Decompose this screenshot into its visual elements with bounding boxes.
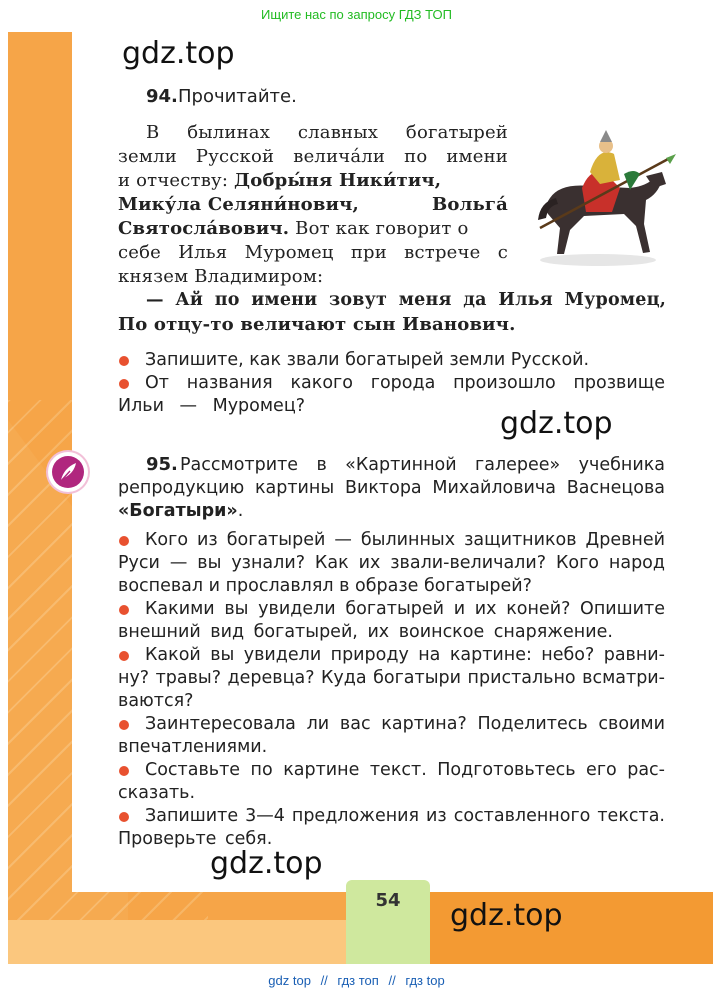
watermark: gdz.top [450,898,563,933]
exercise-95-number: 95. [146,454,178,475]
ex94-task: Запишите, как звали богатырей земли Русской. [145,350,590,370]
ex94-task: Ильи — Муромец? [118,396,306,416]
feather-pen-icon [48,452,88,492]
ex95-task-line: впечатлениями. [118,737,268,757]
ex95-task-line: Проверьте себя. [118,829,273,849]
ex95-intro-line: «Богатыри». [118,501,244,521]
ex95-intro-line: репродукцию картины Виктора Михайловича Васнецова [118,478,665,498]
exercise-94-number: 94. [146,86,178,107]
ex94-text-line: земли Русской велича́ли по имени [118,146,508,167]
ex94-text-line: себе Илья Муромец при встрече с [118,242,508,263]
ex95-task-line: Составьте по картине текст. Подготовьтесь его рас- [145,760,665,780]
top-banner: Ищите нас по запросу ГДЗ ТОП [261,7,452,22]
ex95-task-line: Какой вы увидели природу на картине: небо? равни- [145,645,665,665]
bottom-banner-link[interactable]: гдз топ [337,973,379,988]
bullet-marker [119,766,129,776]
page-number: 54 [375,890,401,911]
watermark: gdz.top [500,406,613,441]
ex95-intro-line: Рассмотрите в «Картинной галерее» учебника [180,455,665,475]
watermark: gdz.top [122,36,235,71]
watermark: gdz.top [210,846,323,881]
bottom-banner-link[interactable]: gdz top [268,973,311,988]
ex94-task: От названия какого города произошло прозвище [145,373,665,393]
ex95-task-line: внешний вид богатырей, их воинское снаряжение. [118,622,613,642]
ex94-verse-line: По отцу-то величают сын Иванович. [118,314,516,335]
bottom-banner-separator: // [320,973,328,988]
ex94-text-line: Мику́ла Селяни́нович, Вольга́ [118,194,508,215]
ex95-task-line: Руси — вы узнали? Как их звали-величали? Кого народ [118,553,665,573]
ex94-text-line: Святосла́вович. Вот как говорит о [118,218,469,239]
ex95-task-line: сказать. [118,783,196,803]
ex94-verse-line: — Ай по имени зовут меня да Илья Муромец, [146,290,666,310]
ex94-text-line: В былинах славных богатырей [146,122,508,143]
ex95-task-line: ваются? [118,691,194,711]
ex95-task-line: ну? травы? деревца? Куда богатыри пристально всматри- [118,668,665,688]
ex94-text-line: и отчеству: Добры́ня Ники́тич, [118,170,442,191]
ex95-task-line: воспевал и прославлял в образе богатырей? [118,576,532,596]
bottom-banner [0,966,713,998]
bottom-banner-separator: // [388,973,396,988]
ex95-task-line: Заинтересовала ли вас картина? Поделитесь своими [145,714,665,734]
bullet-marker [119,356,129,366]
bullet-marker [119,812,129,822]
page-number-badge [346,880,430,964]
bogatyr-on-horse-illustration [520,128,676,268]
bullet-marker [119,720,129,730]
ex95-task-line: Запишите 3—4 предложения из составленного текста. [145,806,665,826]
bullet-marker [119,605,129,615]
bullet-marker [119,651,129,661]
bottom-banner-link[interactable]: гдз top [405,973,445,988]
ex95-task-line: Кого из богатырей — былинных защитников Древней [145,530,665,550]
bullet-marker [119,536,129,546]
ex95-task-line: Какими вы увидели богатырей и их коней? Опишите [145,599,665,619]
exercise-94-title: Прочитайте. [178,86,297,107]
ex94-text-line: князем Владимиром: [118,266,324,287]
bullet-marker [119,379,129,389]
